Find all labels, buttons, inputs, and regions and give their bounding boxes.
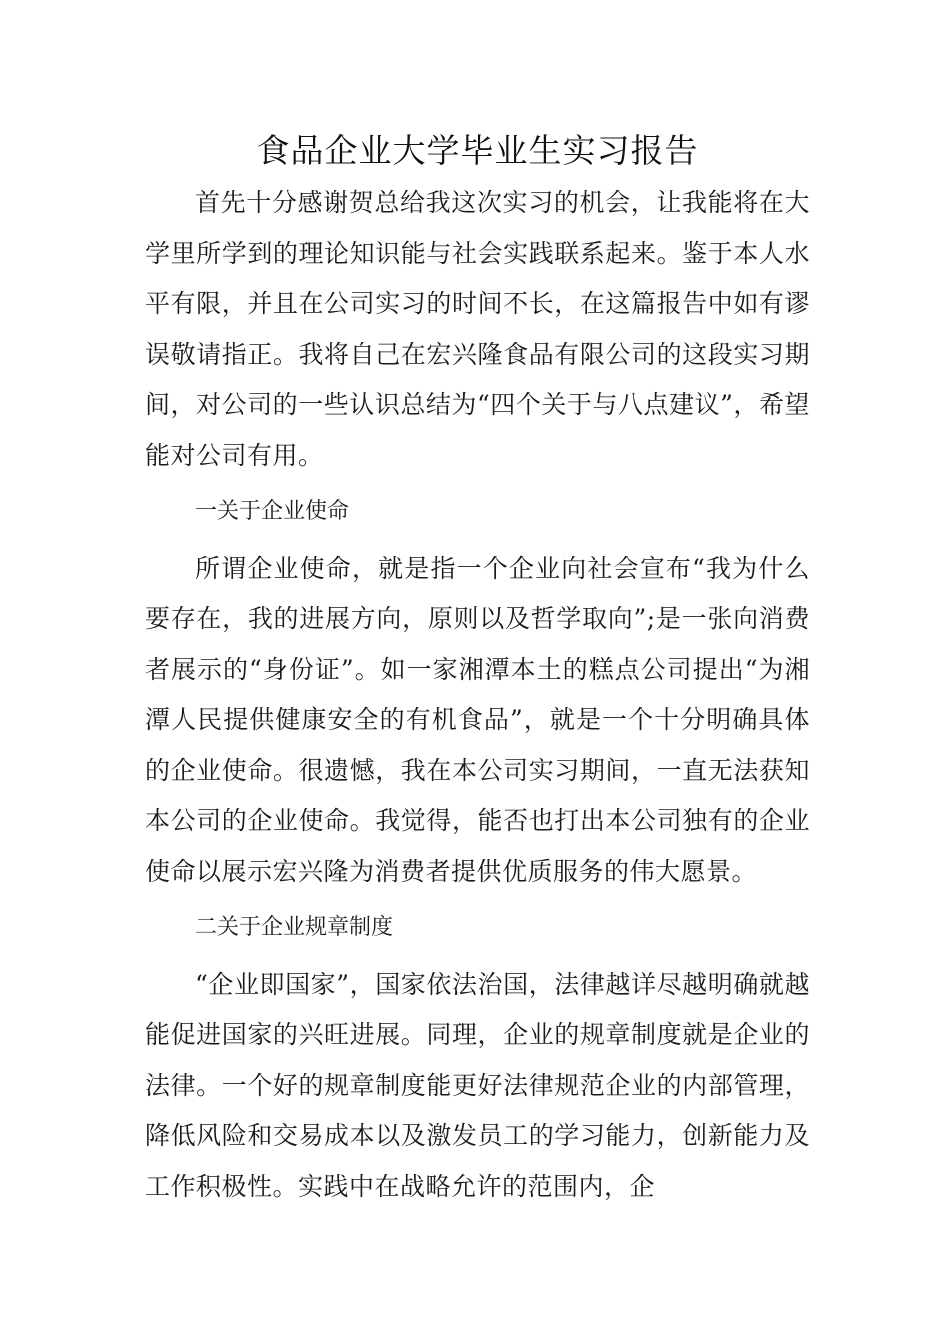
section-body-regulations: “企业即国家”，国家依法治国，法律越详尽越明确就越能促进国家的兴旺进展。同理，企业的规章制度就是企业的法律。一个好的规章制度能更好法律规范企业的内部管理，降低风险和交易成本以及激发员工的学习能力，创新能力及工作积极性。实践中在战略允许的范围内，企 — [145, 969, 810, 1201]
section-heading-regulations: 二关于企业规章制度 — [195, 915, 394, 940]
section-heading-mission: 一关于企业使命 — [195, 499, 350, 524]
section-mission — [145, 487, 810, 897]
document-title: 食品企业大学毕业生实习报告 — [256, 131, 699, 170]
section-regulations — [145, 903, 810, 1212]
intro-paragraph: 首先十分感谢贺总给我这次实习的机会，让我能将在大学里所学到的理论知识能与社会实践联系起来。鉴于本人水平有限，并且在公司实习的时间不长，在这篇报告中如有谬误敬请指正。我将自己在宏兴隆食品有限公司的这段实习期间，对公司的一些认识总结为“四个关于与八点建议”，希望能对公司有用。 — [145, 188, 810, 470]
document-page — [145, 128, 810, 1212]
section-body-mission: 所谓企业使命，就是指一个企业向社会宣布“我为什么要存在，我的进展方向，原则以及哲学取向”;是一张向消费者展示的“身份证”。如一家湘潭本土的糕点公司提出“为湘潭人民提供健康安全的有机食品”，就是一个十分明确具体的企业使命。很遗憾，我在本公司实习期间，一直无法获知本公司的企业使命。我觉得，能否也打出本公司独有的企业使命以展示宏兴隆为消费者提供优质服务的伟大愿景。 — [145, 553, 810, 886]
